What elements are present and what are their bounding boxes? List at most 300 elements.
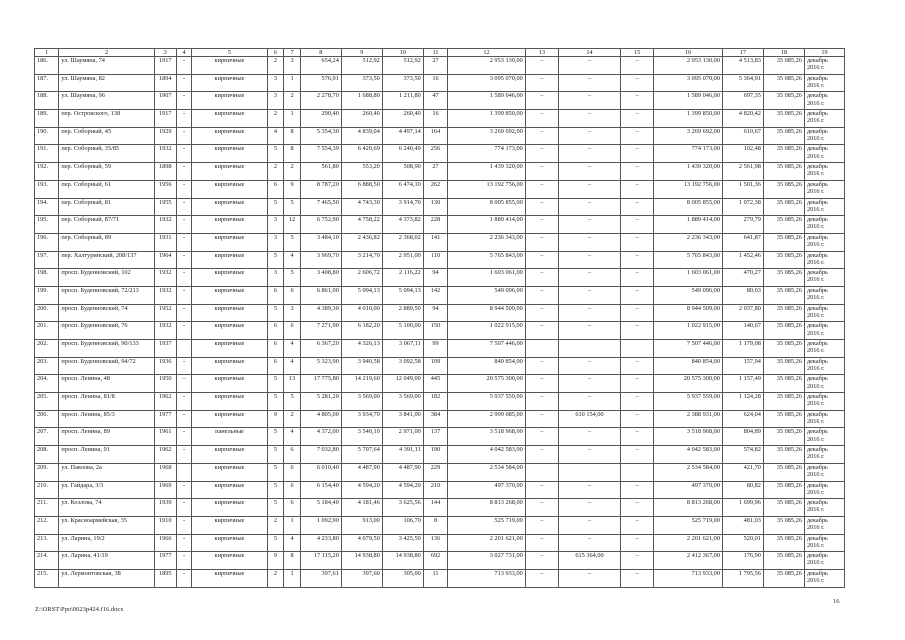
living-area-cell: 3 569,00 bbox=[341, 393, 382, 411]
row-number-cell: 190. bbox=[35, 127, 59, 145]
total-area-cell: 6 154,40 bbox=[300, 481, 341, 499]
cost-column-14-cell bbox=[559, 340, 621, 358]
address-cell: просп. Ленина, 48 bbox=[59, 375, 154, 393]
living-area-cell: 4 079,50 bbox=[341, 534, 382, 552]
floors-cell: 2 bbox=[267, 516, 284, 534]
year-built-cell: 1917 bbox=[154, 57, 176, 75]
entrances-cell: 1 bbox=[284, 569, 301, 587]
total-cost-cell: 7 507 446,00 bbox=[448, 340, 526, 358]
address-cell: просп. Буденновский, 76 bbox=[59, 322, 154, 340]
file-path-footer: Z:\ORST\Ppo\0623p424.f16.docx bbox=[35, 606, 124, 613]
table-row bbox=[35, 516, 845, 534]
cost-column-16-cell: 3 095 070,00 bbox=[654, 74, 723, 92]
row-number-cell: 215. bbox=[35, 569, 59, 587]
floors-cell: 5 bbox=[267, 251, 284, 269]
residents-cell: 164 bbox=[423, 127, 447, 145]
year-reconstruction-cell: - bbox=[176, 233, 192, 251]
completion-date-cell: декабрь 2016 г. bbox=[804, 180, 844, 198]
table-row bbox=[35, 499, 845, 517]
living-area-cell: 5 707,64 bbox=[341, 446, 382, 464]
cost-column-15-cell: – bbox=[621, 180, 654, 198]
total-area-cell: 4 233,80 bbox=[300, 534, 341, 552]
residents-cell: 109 bbox=[423, 357, 447, 375]
cost-column-16-cell: 2 534 584,00 bbox=[654, 463, 723, 481]
entrances-cell: 4 bbox=[284, 534, 301, 552]
total-area-cell: 290,40 bbox=[300, 110, 341, 128]
column-header: 9 bbox=[341, 49, 382, 57]
floors-cell: 5 bbox=[267, 463, 284, 481]
row-number-cell: 186. bbox=[35, 57, 59, 75]
table-row bbox=[35, 233, 845, 251]
living-area-cell: 3 934,70 bbox=[341, 410, 382, 428]
limit-cost-cell: 35 085,26 bbox=[763, 286, 804, 304]
entrances-cell: 1 bbox=[284, 516, 301, 534]
wall-material-cell: кирпичные bbox=[192, 534, 267, 552]
year-reconstruction-cell: - bbox=[176, 516, 192, 534]
cost-per-sqm-cell: 641,87 bbox=[722, 233, 763, 251]
cost-column-16-cell: 2 412 367,00 bbox=[654, 552, 723, 570]
living-area-cell: 553,20 bbox=[341, 163, 382, 181]
total-cost-cell: 1 889 414,00 bbox=[448, 216, 526, 234]
residential-area-cell: 3 914,70 bbox=[382, 198, 423, 216]
address-cell: ул. Ларина, 19/2 bbox=[59, 534, 154, 552]
limit-cost-cell: 35 085,26 bbox=[763, 163, 804, 181]
cost-column-16-cell: 840 854,00 bbox=[654, 357, 723, 375]
cost-column-13-cell: – bbox=[525, 516, 558, 534]
limit-cost-cell: 35 085,26 bbox=[763, 357, 804, 375]
address-cell: ул. Козлова, 74 bbox=[59, 499, 154, 517]
total-cost-cell: 840 854,00 bbox=[448, 357, 526, 375]
residents-cell: 692 bbox=[423, 552, 447, 570]
residents-cell: 130 bbox=[423, 198, 447, 216]
floors-cell: 6 bbox=[267, 340, 284, 358]
residential-area-cell: 14 938,80 bbox=[382, 552, 423, 570]
residents-cell: 11 bbox=[423, 569, 447, 587]
cost-column-16-cell: 2 953 130,00 bbox=[654, 57, 723, 75]
cost-column-13-cell: – bbox=[525, 357, 558, 375]
completion-date-cell: декабрь 2016 г. bbox=[804, 410, 844, 428]
row-number-cell: 198. bbox=[35, 269, 59, 287]
cost-column-15-cell: – bbox=[621, 304, 654, 322]
wall-material-cell: кирпичные bbox=[192, 499, 267, 517]
total-area-cell: 654,24 bbox=[300, 57, 341, 75]
wall-material-cell: панельные bbox=[192, 428, 267, 446]
cost-column-16-cell: 2 388 931,00 bbox=[654, 410, 723, 428]
floors-cell: 6 bbox=[267, 180, 284, 198]
cost-column-16-cell: 1 022 915,00 bbox=[654, 322, 723, 340]
cost-column-15-cell: – bbox=[621, 446, 654, 464]
year-reconstruction-cell: - bbox=[176, 569, 192, 587]
cost-column-13-cell: – bbox=[525, 304, 558, 322]
living-area-cell: 4 743,30 bbox=[341, 198, 382, 216]
cost-column-16-cell: 3 518 968,00 bbox=[654, 428, 723, 446]
residential-area-cell: 2 368,02 bbox=[382, 233, 423, 251]
residential-area-cell: 3 841,00 bbox=[382, 410, 423, 428]
cost-column-15-cell: – bbox=[621, 428, 654, 446]
total-area-cell: 4 389,30 bbox=[300, 304, 341, 322]
row-number-cell: 194. bbox=[35, 198, 59, 216]
row-number-cell: 195. bbox=[35, 216, 59, 234]
total-area-cell: 3 969,70 bbox=[300, 251, 341, 269]
table-row bbox=[35, 304, 845, 322]
cost-column-16-cell: 1 889 414,00 bbox=[654, 216, 723, 234]
table-row bbox=[35, 251, 845, 269]
cost-column-16-cell: 3 269 692,00 bbox=[654, 127, 723, 145]
total-cost-cell: 8 944 509,00 bbox=[448, 304, 526, 322]
total-cost-cell: 1 589 046,00 bbox=[448, 92, 526, 110]
cost-column-13-cell: – bbox=[525, 393, 558, 411]
cost-column-14-cell: – bbox=[559, 110, 621, 128]
living-area-cell: 4 839,04 bbox=[341, 127, 382, 145]
floors-cell: 4 bbox=[267, 127, 284, 145]
total-area-cell: 7 271,90 bbox=[300, 322, 341, 340]
living-area-cell: 4 326,13 bbox=[341, 340, 382, 358]
floors-cell: 2 bbox=[267, 163, 284, 181]
floors-cell: 9 bbox=[267, 410, 284, 428]
address-cell: пер. Соборный, 87/71 bbox=[59, 216, 154, 234]
total-area-cell: 7 465,50 bbox=[300, 198, 341, 216]
total-cost-cell: 1 399 850,00 bbox=[448, 110, 526, 128]
limit-cost-cell: 35 085,26 bbox=[763, 57, 804, 75]
cost-column-15-cell: – bbox=[621, 569, 654, 587]
cost-column-16-cell: 8 944 509,00 bbox=[654, 304, 723, 322]
address-cell: пер. Островского, 138 bbox=[59, 110, 154, 128]
year-built-cell: 1977 bbox=[154, 410, 176, 428]
cost-column-15-cell bbox=[621, 340, 654, 358]
cost-column-15-cell: – bbox=[621, 57, 654, 75]
year-reconstruction-cell: - bbox=[176, 251, 192, 269]
table-row bbox=[35, 286, 845, 304]
residential-area-cell: 5 094,13 bbox=[382, 286, 423, 304]
cost-per-sqm-cell: 470,27 bbox=[722, 269, 763, 287]
wall-material-cell: кирпичные bbox=[192, 481, 267, 499]
cost-column-14-cell: – bbox=[559, 286, 621, 304]
table-row bbox=[35, 569, 845, 587]
year-built-cell: 1955 bbox=[154, 198, 176, 216]
total-area-cell: 561,80 bbox=[300, 163, 341, 181]
residents-cell: 94 bbox=[423, 304, 447, 322]
year-built-cell: 1966 bbox=[154, 534, 176, 552]
year-reconstruction-cell: - bbox=[176, 57, 192, 75]
table-row bbox=[35, 145, 845, 163]
cost-column-15-cell: – bbox=[621, 534, 654, 552]
living-area-cell: 4 010,00 bbox=[341, 304, 382, 322]
total-area-cell: 3 408,80 bbox=[300, 269, 341, 287]
residential-area-cell: 512,92 bbox=[382, 57, 423, 75]
living-area-cell: 6 888,50 bbox=[341, 180, 382, 198]
residents-cell: 136 bbox=[423, 534, 447, 552]
total-cost-cell: 549 096,00 bbox=[448, 286, 526, 304]
residents-cell: 27 bbox=[423, 163, 447, 181]
completion-date-cell: декабрь 2016 г. bbox=[804, 163, 844, 181]
total-area-cell: 4 805,00 bbox=[300, 410, 341, 428]
residents-cell: 94 bbox=[423, 269, 447, 287]
total-area-cell: 6 752,90 bbox=[300, 216, 341, 234]
year-reconstruction-cell: - bbox=[176, 145, 192, 163]
cost-column-15-cell: – bbox=[621, 357, 654, 375]
residents-cell: 256 bbox=[423, 145, 447, 163]
wall-material-cell: кирпичные bbox=[192, 127, 267, 145]
total-area-cell: 5 323,90 bbox=[300, 357, 341, 375]
total-area-cell: 6 010,40 bbox=[300, 463, 341, 481]
limit-cost-cell: 35 085,26 bbox=[763, 180, 804, 198]
year-reconstruction-cell: - bbox=[176, 552, 192, 570]
residents-cell: 110 bbox=[423, 251, 447, 269]
cost-column-14-cell: – bbox=[559, 322, 621, 340]
address-cell: ул. Гайдара, 3/3 bbox=[59, 481, 154, 499]
cost-column-16-cell: 8 005 855,00 bbox=[654, 198, 723, 216]
year-reconstruction-cell: - bbox=[176, 499, 192, 517]
total-cost-cell: 497 370,00 bbox=[448, 481, 526, 499]
cost-column-13-cell: – bbox=[525, 92, 558, 110]
cost-per-sqm-cell: 1 124,28 bbox=[722, 393, 763, 411]
row-number-cell: 188. bbox=[35, 92, 59, 110]
living-area-cell: 3 214,70 bbox=[341, 251, 382, 269]
cost-per-sqm-cell: 1 699,96 bbox=[722, 499, 763, 517]
total-area-cell: 5 354,30 bbox=[300, 127, 341, 145]
total-area-cell: 1 092,90 bbox=[300, 516, 341, 534]
limit-cost-cell: 35 085,26 bbox=[763, 410, 804, 428]
total-cost-cell: 5 765 843,00 bbox=[448, 251, 526, 269]
cost-column-14-cell: – bbox=[559, 57, 621, 75]
cost-column-13-cell bbox=[525, 463, 558, 481]
table-row bbox=[35, 340, 845, 358]
year-reconstruction-cell: - bbox=[176, 428, 192, 446]
cost-column-14-cell: – bbox=[559, 534, 621, 552]
year-built-cell: 1910 bbox=[154, 516, 176, 534]
residential-area-cell: 4 373,82 bbox=[382, 216, 423, 234]
limit-cost-cell: 35 085,26 bbox=[763, 516, 804, 534]
address-cell: просп. Ленина, 91 bbox=[59, 446, 154, 464]
year-reconstruction-cell: - bbox=[176, 127, 192, 145]
residential-area-cell: 4 594,20 bbox=[382, 481, 423, 499]
living-area-cell: 2 606,72 bbox=[341, 269, 382, 287]
year-reconstruction-cell: - bbox=[176, 110, 192, 128]
wall-material-cell: кирпичные bbox=[192, 233, 267, 251]
cost-column-13-cell: – bbox=[525, 446, 558, 464]
address-cell: ул. Шаумяна, 96 bbox=[59, 92, 154, 110]
residents-cell: 210 bbox=[423, 481, 447, 499]
completion-date-cell: декабрь 2016 г. bbox=[804, 251, 844, 269]
total-cost-cell: 713 933,00 bbox=[448, 569, 526, 587]
year-built-cell: 1969 bbox=[154, 481, 176, 499]
cost-column-13-cell: – bbox=[525, 163, 558, 181]
table-row bbox=[35, 463, 845, 481]
year-reconstruction-cell: - bbox=[176, 198, 192, 216]
row-number-cell: 210. bbox=[35, 481, 59, 499]
limit-cost-cell: 35 085,26 bbox=[763, 499, 804, 517]
residents-cell: 150 bbox=[423, 322, 447, 340]
cost-column-14-cell bbox=[559, 463, 621, 481]
cost-column-14-cell: 610 154,00 bbox=[559, 410, 621, 428]
year-built-cell: 1968 bbox=[154, 463, 176, 481]
column-header: 16 bbox=[654, 49, 723, 57]
address-cell: пер. Соборный, 45 bbox=[59, 127, 154, 145]
limit-cost-cell: 35 085,26 bbox=[763, 92, 804, 110]
floors-cell: 5 bbox=[267, 481, 284, 499]
total-cost-cell: 20 575 300,00 bbox=[448, 375, 526, 393]
living-area-cell: 3 540,10 bbox=[341, 428, 382, 446]
year-reconstruction-cell: - bbox=[176, 92, 192, 110]
cost-per-sqm-cell: 1 179,08 bbox=[722, 340, 763, 358]
entrances-cell: 8 bbox=[284, 552, 301, 570]
row-number-cell: 213. bbox=[35, 534, 59, 552]
completion-date-cell: декабрь 2016 г. bbox=[804, 516, 844, 534]
cost-column-15-cell: – bbox=[621, 92, 654, 110]
residents-cell: 8 bbox=[423, 516, 447, 534]
table-row bbox=[35, 481, 845, 499]
living-area-cell: 4 181,46 bbox=[341, 499, 382, 517]
total-area-cell: 4 372,00 bbox=[300, 428, 341, 446]
year-reconstruction-cell: - bbox=[176, 481, 192, 499]
residents-cell: 47 bbox=[423, 92, 447, 110]
floors-cell: 6 bbox=[267, 357, 284, 375]
total-cost-cell: 2 999 085,00 bbox=[448, 410, 526, 428]
address-cell: пер. Соборный, 81 bbox=[59, 198, 154, 216]
completion-date-cell: декабрь 2016 г. bbox=[804, 304, 844, 322]
residents-cell: 190 bbox=[423, 446, 447, 464]
column-header: 14 bbox=[559, 49, 621, 57]
completion-date-cell: декабрь 2016 г. bbox=[804, 322, 844, 340]
residents-cell: 137 bbox=[423, 428, 447, 446]
cost-column-14-cell: – bbox=[559, 516, 621, 534]
cost-column-14-cell: – bbox=[559, 393, 621, 411]
column-header: 11 bbox=[423, 49, 447, 57]
cost-per-sqm-cell: 520,01 bbox=[722, 534, 763, 552]
cost-column-13-cell: – bbox=[525, 198, 558, 216]
floors-cell: 2 bbox=[267, 57, 284, 75]
wall-material-cell: кирпичные bbox=[192, 57, 267, 75]
floors-cell: 3 bbox=[267, 269, 284, 287]
cost-column-15-cell: – bbox=[621, 251, 654, 269]
address-cell: просп. Буденновский, 102 bbox=[59, 269, 154, 287]
address-cell: ул. Ларина, 41/19 bbox=[59, 552, 154, 570]
residential-area-cell: 4 487,90 bbox=[382, 463, 423, 481]
completion-date-cell: декабрь 2016 г. bbox=[804, 481, 844, 499]
living-area-cell: 397,60 bbox=[341, 569, 382, 587]
year-built-cell: 1950 bbox=[154, 375, 176, 393]
cost-column-15-cell: – bbox=[621, 163, 654, 181]
table-row bbox=[35, 92, 845, 110]
total-area-cell: 8 787,20 bbox=[300, 180, 341, 198]
column-header: 12 bbox=[448, 49, 526, 57]
year-built-cell: 1932 bbox=[154, 322, 176, 340]
residents-cell: 16 bbox=[423, 110, 447, 128]
living-area-cell: 5 094,13 bbox=[341, 286, 382, 304]
year-built-cell: 1936 bbox=[154, 357, 176, 375]
entrances-cell: 1 bbox=[284, 110, 301, 128]
living-area-cell: 3 940,58 bbox=[341, 357, 382, 375]
residential-area-cell: 2 951,00 bbox=[382, 251, 423, 269]
total-cost-cell: 8 005 855,00 bbox=[448, 198, 526, 216]
cost-column-14-cell: – bbox=[559, 233, 621, 251]
cost-column-13-cell: – bbox=[525, 552, 558, 570]
cost-column-16-cell: 713 933,00 bbox=[654, 569, 723, 587]
table-row bbox=[35, 127, 845, 145]
residential-area-cell: 2 889,50 bbox=[382, 304, 423, 322]
cost-column-14-cell: – bbox=[559, 499, 621, 517]
residents-cell: 445 bbox=[423, 375, 447, 393]
year-reconstruction-cell bbox=[176, 340, 192, 358]
address-cell: просп. Буденновский, 72/213 bbox=[59, 286, 154, 304]
table-row bbox=[35, 534, 845, 552]
table-row bbox=[35, 198, 845, 216]
residents-cell: 144 bbox=[423, 499, 447, 517]
cost-per-sqm-cell: 1 795,56 bbox=[722, 569, 763, 587]
cost-column-16-cell: 1 603 061,00 bbox=[654, 269, 723, 287]
cost-column-15-cell: – bbox=[621, 216, 654, 234]
cost-column-16-cell: 5 937 559,00 bbox=[654, 393, 723, 411]
entrances-cell: 13 bbox=[284, 375, 301, 393]
cost-column-13-cell: – bbox=[525, 233, 558, 251]
year-reconstruction-cell: - bbox=[176, 393, 192, 411]
cost-column-16-cell: 13 192 756,00 bbox=[654, 180, 723, 198]
cost-column-13-cell: – bbox=[525, 251, 558, 269]
year-built-cell: 1932 bbox=[154, 269, 176, 287]
column-header: 1 bbox=[35, 49, 59, 57]
entrances-cell: 8 bbox=[284, 127, 301, 145]
address-cell: пер. Халтуринский, 208/137 bbox=[59, 251, 154, 269]
year-built-cell: 1937 bbox=[154, 340, 176, 358]
total-area-cell: 17 115,20 bbox=[300, 552, 341, 570]
residential-area-cell: 4 497,14 bbox=[382, 127, 423, 145]
total-area-cell: 576,91 bbox=[300, 74, 341, 92]
year-reconstruction-cell: - bbox=[176, 163, 192, 181]
limit-cost-cell: 35 085,26 bbox=[763, 552, 804, 570]
total-cost-cell: 3 095 070,00 bbox=[448, 74, 526, 92]
cost-column-16-cell: 1 399 850,00 bbox=[654, 110, 723, 128]
wall-material-cell: кирпичные bbox=[192, 269, 267, 287]
table-row bbox=[35, 269, 845, 287]
address-cell: ул. Шаумяна, 82 bbox=[59, 74, 154, 92]
total-area-cell: 397,61 bbox=[300, 569, 341, 587]
total-cost-cell: 525 719,00 bbox=[448, 516, 526, 534]
cost-per-sqm-cell: 80,03 bbox=[722, 286, 763, 304]
cost-per-sqm-cell: 80,82 bbox=[722, 481, 763, 499]
year-built-cell: 1961 bbox=[154, 428, 176, 446]
residential-area-cell: 1 211,80 bbox=[382, 92, 423, 110]
cost-column-14-cell: – bbox=[559, 428, 621, 446]
year-built-cell: 1932 bbox=[154, 286, 176, 304]
cost-column-15-cell: – bbox=[621, 516, 654, 534]
total-cost-cell: 2 236 343,00 bbox=[448, 233, 526, 251]
residential-area-cell: 12 049,00 bbox=[382, 375, 423, 393]
floors-cell: 3 bbox=[267, 74, 284, 92]
address-cell: просп. Буденновский, 74 bbox=[59, 304, 154, 322]
total-cost-cell: 1 603 061,00 bbox=[448, 269, 526, 287]
cost-column-15-cell: – bbox=[621, 286, 654, 304]
limit-cost-cell: 35 085,26 bbox=[763, 375, 804, 393]
total-cost-cell: 2 534 584,00 bbox=[448, 463, 526, 481]
address-cell: ул. Шаумяна, 74 bbox=[59, 57, 154, 75]
cost-column-13-cell: – bbox=[525, 375, 558, 393]
total-area-cell: 3 484,10 bbox=[300, 233, 341, 251]
cost-column-14-cell: – bbox=[559, 481, 621, 499]
limit-cost-cell: 35 085,26 bbox=[763, 304, 804, 322]
limit-cost-cell: 35 085,26 bbox=[763, 446, 804, 464]
year-reconstruction-cell bbox=[176, 463, 192, 481]
wall-material-cell: кирпичные bbox=[192, 198, 267, 216]
residents-cell: 141 bbox=[423, 233, 447, 251]
residents-cell: 99 bbox=[423, 340, 447, 358]
floors-cell: 5 bbox=[267, 446, 284, 464]
total-cost-cell: 774 173,00 bbox=[448, 145, 526, 163]
limit-cost-cell: 35 085,26 bbox=[763, 481, 804, 499]
limit-cost-cell: 35 085,26 bbox=[763, 198, 804, 216]
residential-area-cell: 3 569,00 bbox=[382, 393, 423, 411]
table-body bbox=[35, 57, 845, 588]
cost-per-sqm-cell: 279,79 bbox=[722, 216, 763, 234]
